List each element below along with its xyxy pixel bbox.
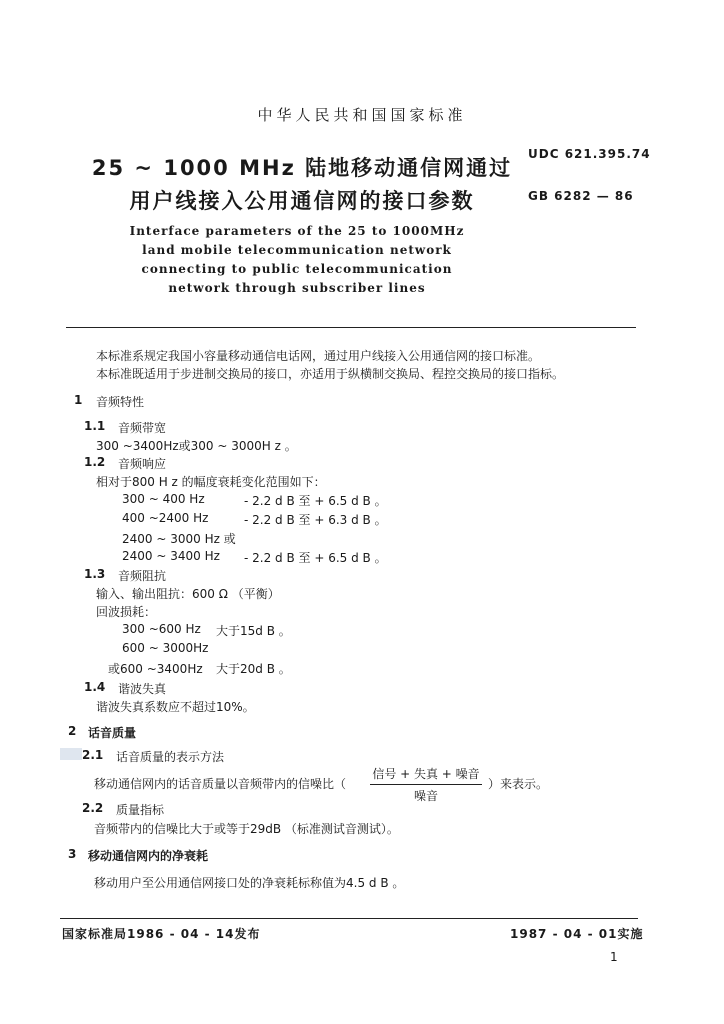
intro-line1: 本标准系规定我国小容量移动通信电话网，通过用户线接入公用通信网的接口标准。 — [96, 349, 541, 363]
section-1-3-title: 音频阻抗 — [118, 569, 167, 583]
section-2-number: 2 — [68, 724, 77, 738]
section-1-1-body: 300 ~3400Hz或300 ~ 3000H z 。 — [96, 439, 297, 453]
return-loss-range: 600 ~ 3000Hz — [122, 641, 209, 655]
section-2-title: 话音质量 — [88, 726, 137, 740]
page-number: 1 — [610, 950, 618, 964]
response-value: - 2.2 d B 至 + 6.3 d B 。 — [244, 513, 387, 527]
title-en-line4: network through subscriber lines — [168, 281, 426, 295]
impedance-text: 输入、输出阻抗：600 Ω （平衡） — [96, 587, 280, 601]
issue-date: 国家标准局1986 - 04 - 14发布 — [62, 927, 261, 941]
return-loss-range: 或600 ~3400Hz — [108, 662, 203, 676]
section-1-title: 音频特性 — [96, 395, 145, 409]
udc-code: UDC 621.395.74 — [528, 147, 651, 161]
section-2-1-number: 2.1 — [82, 748, 104, 762]
section-2-2-body: 音频带内的信噪比大于或等于29dB （标准测试音测试）。 — [94, 822, 399, 836]
response-range: 2400 ~ 3000 Hz 或 — [122, 532, 236, 546]
snr-fraction — [370, 765, 482, 804]
section-1-2-number: 1.2 — [84, 455, 106, 469]
section-1-4-body: 谐波失真系数应不超过10%。 — [96, 700, 255, 714]
section-1-number: 1 — [74, 393, 83, 407]
title-cn-line1: 25 ~ 1000 MHz 陆地移动通信网通过 — [91, 156, 513, 180]
response-value: - 2.2 d B 至 + 6.5 d B 。 — [244, 551, 387, 565]
intro-line2: 本标准既适用于步进制交换局的接口，亦适用于纵横制交换局、程控交换局的接口指标。 — [96, 367, 565, 381]
response-value: - 2.2 d B 至 + 6.5 d B 。 — [244, 494, 387, 508]
response-range: 400 ~2400 Hz — [122, 511, 209, 525]
return-loss-value: 大于15d B 。 — [216, 624, 291, 638]
header-rule — [66, 327, 636, 328]
response-range: 300 ~ 400 Hz — [122, 492, 205, 506]
footer-rule — [60, 918, 638, 919]
section-3-number: 3 — [68, 847, 77, 861]
section-2-2-number: 2.2 — [82, 801, 104, 815]
title-en-line2: land mobile telecommunication network — [142, 243, 452, 257]
title-en-line3: connecting to public telecommunication — [141, 262, 453, 276]
section-1-1-title: 音频带宽 — [118, 421, 167, 435]
section-2-2-title: 质量指标 — [116, 803, 165, 817]
section-1-1-number: 1.1 — [84, 419, 106, 433]
return-loss-value: 大于20d B 。 — [216, 662, 291, 676]
margin-marker — [60, 748, 82, 760]
response-range: 2400 ~ 3400 Hz — [122, 549, 220, 563]
section-1-2-title: 音频响应 — [118, 457, 167, 471]
section-2-1-body-post: ）来表示。 — [488, 777, 549, 791]
section-1-3-number: 1.3 — [84, 567, 106, 581]
title-cn-line2: 用户线接入公用通信网的接口参数 — [129, 189, 475, 213]
section-3-body: 移动用户至公用通信网接口处的净衰耗标称值为4.5 d B 。 — [94, 876, 405, 890]
section-1-4-number: 1.4 — [84, 680, 106, 694]
return-loss-range: 300 ~600 Hz — [122, 622, 201, 636]
snr-denominator: 噪音 — [413, 789, 438, 803]
snr-numerator: 信号 + 失真 + 噪音 — [372, 767, 480, 781]
section-2-1-title: 话音质量的表示方法 — [116, 750, 225, 764]
issuing-org: 中华人民共和国国家标准 — [257, 106, 467, 124]
effective-date: 1987 - 04 - 01实施 — [510, 927, 644, 941]
section-2-1-body-pre: 移动通信网内的话音质量以音频带内的信噪比（ — [94, 777, 347, 791]
section-1-2-body: 相对于800 H z 的幅度衰耗变化范围如下： — [96, 475, 326, 489]
gb-code: GB 6282 — 86 — [528, 189, 634, 203]
return-loss-label: 回波损耗： — [96, 605, 157, 619]
section-3-title: 移动通信网内的净衰耗 — [88, 849, 209, 863]
title-en-line1: Interface parameters of the 25 to 1000MHz — [129, 224, 465, 238]
section-1-4-title: 谐波失真 — [118, 682, 167, 696]
fraction-bar — [370, 784, 482, 785]
